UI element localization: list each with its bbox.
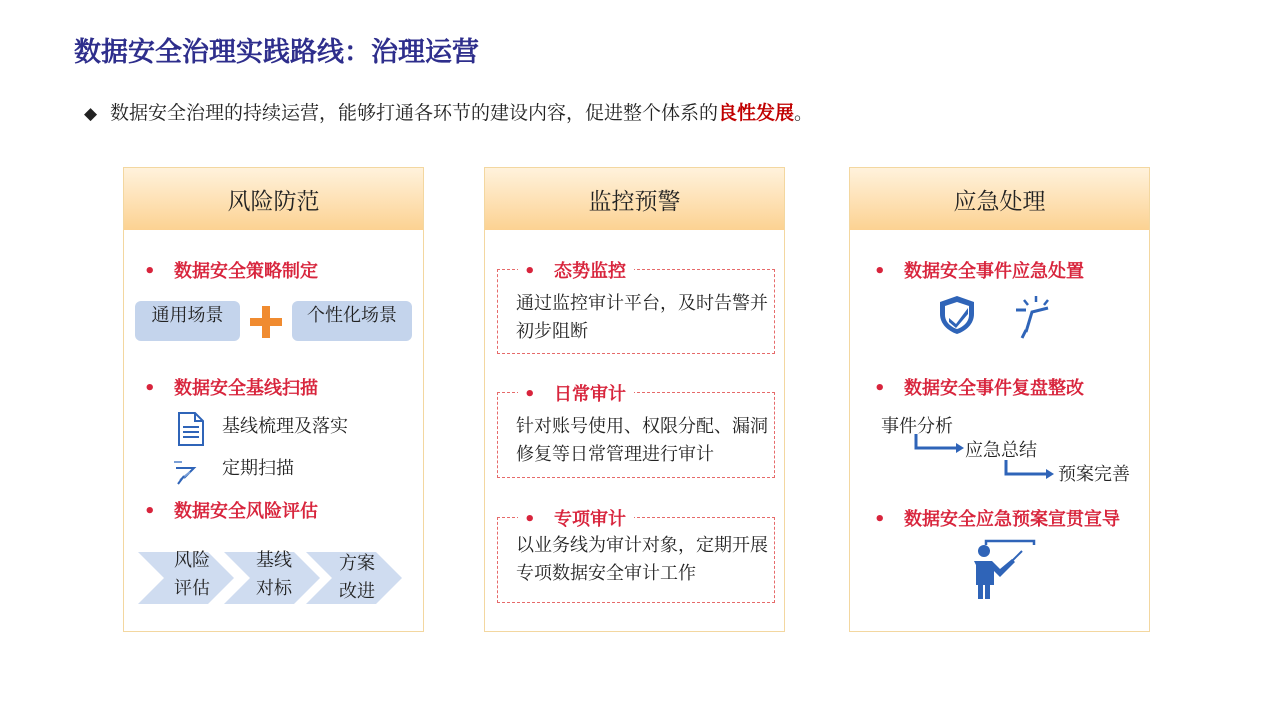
panel-monitoring [484,167,785,632]
plus-icon [248,304,284,340]
intro-line [84,98,813,125]
monitor-box-text: 针对账号使用、权限分配、漏洞修复等日常管理进行审计 [516,416,768,465]
panel-header: 风险防范 [124,168,423,230]
scene-general: 通用场景 [135,301,240,341]
monitor-box-situation [497,261,775,354]
panel-header: 应急处理 [850,168,1149,230]
bullet-dot: • [874,378,886,399]
bullet-dot: • [874,261,886,282]
bullet-incident-review [872,374,1084,400]
monitor-box-daily-audit [497,384,775,478]
flow-step-2: 应急总结 [965,440,1037,461]
bullet-dot: • [144,378,156,399]
monitor-box-title: • 日常审计 [518,380,634,406]
bullet-strategy-label: 数据安全策略制定 [174,261,318,282]
step-label-1: 风险 评估 [174,550,210,599]
diamond-bullet-icon: ◆ [84,104,98,124]
bullet-incident-response-label: 数据安全事件应急处置 [904,261,1084,282]
bullet-plan-promotion-label: 数据安全应急预案宣贯宣导 [904,509,1120,530]
bullet-incident-review-label: 数据安全事件复盘整改 [904,378,1084,399]
bullet-baseline [142,374,318,400]
monitor-box-text: 以业务线为审计对象，定期开展专项数据安全审计工作 [516,535,768,584]
scan-icon [172,458,200,488]
monitor-box-title: • 态势监控 [518,257,634,283]
panel-header: 监控预警 [485,168,784,230]
teacher-icon [970,539,1040,601]
page-title: 数据安全治理实践路线：治理运营 [74,37,479,68]
flow-step-1: 事件分析 [881,416,953,437]
bullet-plan-promotion [872,505,1120,531]
subitem-periodic-scan: 定期扫描 [222,458,294,479]
monitor-box-title: • 专项审计 [518,505,634,531]
monitor-box-special-audit [497,509,775,603]
step-label-3: 方案 改进 [339,553,375,602]
intro-end: 。 [794,102,814,124]
bullet-dot: • [144,501,156,522]
flow-arrow-1 [914,434,966,454]
subitem-baseline-sort: 基线梳理及落实 [222,416,348,437]
bullet-dot: • [144,261,156,282]
flow-arrow-2 [1004,460,1056,480]
bullet-baseline-label: 数据安全基线扫描 [174,378,318,399]
scene-personalized: 个性化场景 [292,301,412,341]
bullet-dot: • [874,509,886,530]
bullet-risk-assessment [142,497,318,523]
step-label-2: 基线 对标 [256,550,292,599]
flow-step-3: 预案完善 [1058,464,1130,485]
intro-text: 数据安全治理的持续运营，能够打通各环节的建设内容，促进整个体系的 [110,102,719,124]
alert-icon [1012,294,1056,340]
bullet-strategy [142,257,318,283]
bullet-risk-assessment-label: 数据安全风险评估 [174,501,318,522]
intro-highlight: 良性发展 [718,102,795,124]
panel-risk-prevention [123,167,424,632]
monitor-box-text: 通过监控审计平台，及时告警并初步阻断 [516,293,768,342]
panel-emergency [849,167,1150,632]
bullet-incident-response [872,257,1084,283]
document-icon [177,411,205,447]
shield-icon [936,294,978,336]
